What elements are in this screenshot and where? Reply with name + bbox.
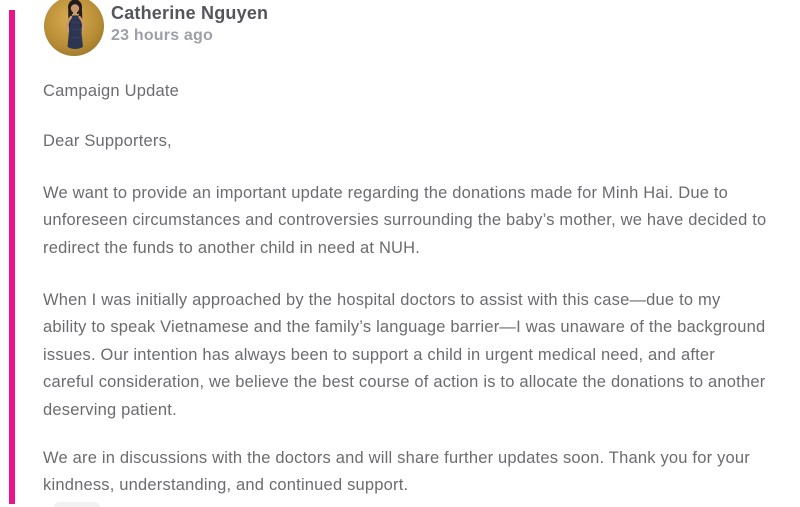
reaction-button-partial[interactable] <box>53 502 101 507</box>
avatar-photo <box>44 0 104 56</box>
update-header <box>43 0 767 57</box>
update-accent-bar <box>9 10 15 504</box>
author-name[interactable]: Catherine Nguyen <box>111 3 269 23</box>
post-timestamp: 23 hours ago <box>111 27 213 44</box>
update-body <box>43 78 767 500</box>
author-avatar[interactable] <box>44 0 104 56</box>
campaign-update-card <box>43 0 767 500</box>
update-greeting: Dear Supporters, <box>43 132 172 151</box>
update-paragraph: We want to provide an important update regarding the donations made for Minh Hai. Due to unforeseen circumstances and controversies surrounding the baby’s mother, we have decided to redirect the funds to another child in need at NUH. <box>43 183 767 257</box>
update-paragraph: When I was initially approached by the hospital doctors to assist with this case—due to my ability to speak Vietnamese and the family’s language barrier—I was unaware of the background issues. Our intention has always been to support a child in urgent medical need, and after careful consideration, we believe the best course of action is to allocate the donations to another deserving patient. <box>43 291 766 419</box>
update-paragraph: We are in discussions with the doctors and will share further updates soon. Thank you for your kindness, understanding, and continued support. <box>43 449 750 495</box>
update-title: Campaign Update <box>43 82 179 100</box>
author-meta <box>111 0 268 46</box>
